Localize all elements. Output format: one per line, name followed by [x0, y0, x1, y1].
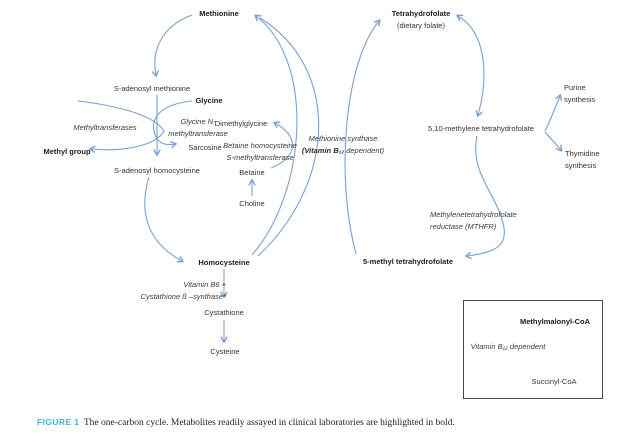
- enzyme-mthfr: [430, 209, 517, 232]
- gnmt-line1: Glycine N-: [180, 117, 216, 126]
- enzyme-cystathione-synthase: [141, 279, 226, 302]
- bhmt-line1: Betaine homocysteine: [223, 141, 297, 150]
- node-5-methyl-tetrahydrofolate: 5-methyl tetrahydrofolate: [362, 257, 454, 266]
- node-choline: Choline: [239, 199, 265, 208]
- node-dimethylglycine: Dimethylglycine: [214, 119, 268, 128]
- arrow-to-purine-synthesis: [545, 96, 560, 131]
- bhmt-line2: S-methyltransferase: [226, 152, 294, 162]
- dietary-folate-label: (dietary folate): [397, 20, 445, 30]
- node-homocysteine: Homocysteine: [198, 258, 250, 267]
- arrow-sah-to-homocysteine: [145, 177, 182, 261]
- node-cystathione: Cystathione: [204, 308, 244, 317]
- node-sarcosine: Sarcosine: [188, 143, 222, 152]
- node-methionine: Methionine: [199, 9, 239, 18]
- node-s-adenosyl-homocysteine: S-adenosyl homocysteine: [114, 166, 200, 175]
- thymidine-line1: Thymidine: [565, 149, 600, 158]
- label-vitamin-b12-dependent: Vitamin B₁₂ dependent: [470, 342, 546, 351]
- figure-caption-label: FIGURE 1: [37, 417, 80, 427]
- figure-caption-text: The one-carbon cycle. Metabolites readily assayed in clinical laboratories are highlighted in bold.: [83, 418, 455, 428]
- dependent-rest: dependent): [344, 145, 385, 155]
- vitamin-b12-bold: (Vitamin B₁₂: [301, 145, 345, 155]
- enzyme-bhmt: [223, 140, 297, 163]
- node-s-adenosyl-methionine: S-adenosyl methionine: [113, 84, 191, 93]
- arrow-methylenethf-to-methylthf: [467, 136, 504, 256]
- node-thymidine-synthesis: [565, 148, 600, 171]
- node-methylmalonyl-coa: Methylmalonyl-CoA: [519, 317, 591, 326]
- enzyme-methyltransferases: Methyltransferases: [73, 123, 137, 132]
- arrow-methionine-to-sam: [155, 15, 192, 75]
- mthfr-line2: reductase (MTHFR): [430, 221, 497, 231]
- node-purine-synthesis: [564, 82, 595, 105]
- arrow-to-thymidine-synthesis: [545, 132, 561, 150]
- node-methyl-group: Methyl group: [43, 147, 91, 156]
- purine-line2: synthesis: [564, 94, 596, 104]
- thymidine-line2: synthesis: [565, 160, 597, 170]
- methionine-synthase-line1: Methionine synthase: [308, 134, 378, 143]
- mthfr-line1: Methylenetetrahydrofolate: [430, 210, 517, 219]
- node-cysteine: Cysteine: [210, 347, 240, 356]
- node-glycine: Glycine: [195, 96, 223, 105]
- node-methylene-tetrahydrofolate: 5,10-methylene tetrahydrofolate: [428, 124, 534, 133]
- figure-caption: [37, 412, 455, 430]
- tetrahydrofolate-label: Tetrahydrofolate: [391, 9, 451, 18]
- cbs-line2: Cystathione ß –synthase*: [140, 291, 226, 301]
- methionine-synthase-line2: [302, 145, 384, 157]
- node-tetrahydrofolate: [392, 8, 451, 31]
- purine-line1: Purine: [564, 83, 586, 92]
- gnmt-line2: methyltransferase: [168, 128, 228, 138]
- enzyme-methionine-synthase: [302, 133, 384, 156]
- arrow-thf-to-methylenethf: [458, 16, 484, 115]
- node-betaine: Betaine: [239, 168, 265, 177]
- node-succinyl-coa: Succinyl-CoA: [531, 377, 577, 386]
- cbs-line1: Vitamin B6 +: [183, 280, 226, 289]
